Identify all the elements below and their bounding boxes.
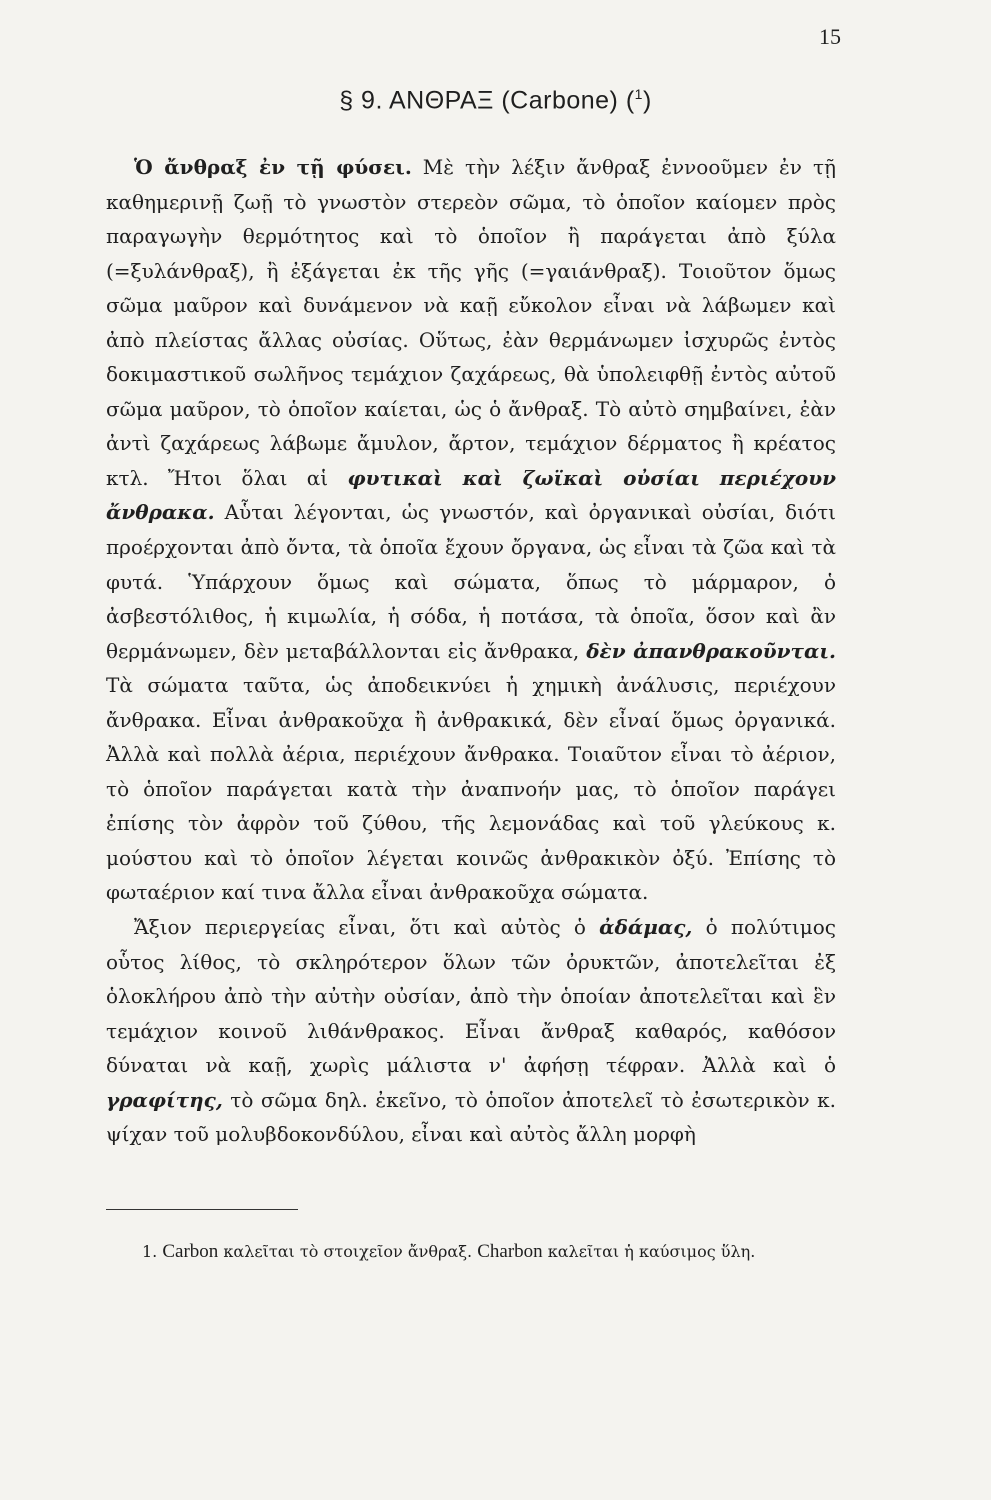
- paragraph-1: [106, 150, 836, 910]
- paragraph-2: [106, 910, 836, 1152]
- paragraph-2-text-c: τὸ σῶμα δηλ. ἐκεῖνο, τὸ ὁποῖον ἀποτελεῖ τὸ ἐσωτερικὸν κ. ψίχαν τοῦ μολυβδοκονδύλου, εἶναι καὶ αὐτὸς ἄλλη μορφὴ: [106, 1087, 836, 1147]
- paragraph-1-text-c: Τὰ σώματα ταῦτα, ὡς ἀποδεικνύει ἡ χημικὴ ἀνάλυσις, περιέχουν ἄνθρακα. Εἶναι ἀνθρακοῦχα ἢ ἀνθρακικά, δὲν εἶναί ὅμως ὀργανικά. Ἀλλὰ καὶ πολλὰ ἀέρια, περιέχουν ἄνθρακα. Τοιαῦτον εἶναι τὸ ἀέριον, τὸ ὁποῖον παράγεται κατὰ τὴν ἀναπνοήν μας, τὸ ὁποῖον παράγει ἐπίσης τὸν ἀφρὸν τοῦ ζύθου, τῆς λεμονάδας καὶ τοῦ γλεύκους κ. μούστου καὶ τὸ ὁποῖον λέγεται κοινῶς ἀνθρακικὸν ὀξύ. Ἐπίσης τὸ φωταέριον καί τινα ἄλλα εἶναι ἀνθρακοῦχα σώματα.: [106, 673, 836, 905]
- section-title-close: ): [642, 86, 652, 115]
- footnote-marker: 1.: [142, 1242, 158, 1261]
- footnote-text-1: καλεῖται τὸ στοιχεῖον ἄνθραξ.: [218, 1242, 478, 1261]
- body-text: [106, 150, 836, 1152]
- page-number: 15: [819, 24, 841, 49]
- footnote-reference[interactable]: 1: [634, 86, 643, 102]
- footnote-divider: [106, 1209, 298, 1210]
- paragraph-1-text-b: Αὗται λέγονται, ὡς γνωστόν, καὶ ὀργανικαὶ οὐσίαι, διότι προέρχονται ἀπὸ ὄντα, τὰ ὁποῖα ἔχουν ὄργανα, ὡς εἶναι τὰ ζῶα καὶ τὰ φυτά. Ὑπάρχουν ὅμως καὶ σώματα, ὅπως τὸ μάρμαρον, ὁ ἀσβεστόλιθος, ἡ κιμωλία, ἡ σόδα, ἡ ποτάσα, τὰ ὁποῖα, ὅσον καὶ ἂν θερμάνωμεν, δὲν μεταβάλλονται εἰς ἄνθρακα,: [106, 500, 836, 663]
- paragraph-2-text-a: Ἄξιον περιεργείας εἶναι, ὅτι καὶ αὐτὸς ὁ: [134, 915, 600, 940]
- footnote: [106, 1238, 836, 1266]
- emphasis-graphite: γραφίτης,: [106, 1087, 223, 1112]
- emphasis-organic-substances: φυτικαὶ καὶ ζωϊκαὶ οὐσίαι περιέχουν ἄνθρακα.: [106, 465, 836, 525]
- footnote-latin-charbon: Charbon: [477, 1241, 543, 1262]
- emphasis-not-carbonized: δὲν ἀπανθρακοῦνται.: [586, 638, 836, 663]
- inline-heading: Ὁ ἄνθραξ ἐν τῇ φύσει.: [134, 155, 412, 179]
- paragraph-2-text-b: ὁ πολύτιμος οὗτος λίθος, τὸ σκληρότερον ὅλων τῶν ὀρυκτῶν, ἀποτελεῖται ἐξ ὁλοκλήρου ἀπὸ τὴν αὐτὴν οὐσίαν, ἀπὸ τὴν ὁποίαν ἀποτελεῖται καὶ ἓν τεμάχιον κοινοῦ λιθάνθρακος. Εἶναι ἄνθραξ καθαρός, καθόσον δύναται νὰ καῇ, χωρὶς μάλιστα ν' ἀφήσῃ τέφραν. Ἀλλὰ καὶ ὁ: [106, 915, 836, 1078]
- section-title-text: § 9. ΑΝΘΡΑΞ (Carbone) (: [339, 86, 635, 115]
- footnote-latin-carbon: Carbon: [162, 1241, 219, 1262]
- emphasis-diamond: ἀδάμας,: [599, 915, 693, 940]
- footnote-text-2: καλεῖται ἡ καύσιμος ὕλη.: [542, 1242, 756, 1261]
- paragraph-1-text-a: Μὲ τὴν λέξιν ἄνθραξ ἐννοοῦμεν ἐν τῇ καθημερινῇ ζωῇ τὸ γνωστὸν στερεὸν σῶμα, τὸ ὁποῖον καίομεν πρὸς παραγωγὴν θερμότητος καὶ τὸ ὁποῖον ἢ παράγεται ἀπὸ ξύλα (=ξυλάνθραξ), ἢ ἐξάγεται ἐκ τῆς γῆς (=γαιάνθραξ). Τοιοῦτον ὅμως σῶμα μαῦρον καὶ δυνάμενον νὰ καῇ εὔκολον εἶναι νὰ λάβωμεν καὶ ἀπὸ πλείστας ἄλλας οὐσίας. Οὕτως, ἐὰν θερμάνωμεν ἰσχυρῶς ἐντὸς δοκιμαστικοῦ σωλῆνος τεμάχιον ζαχάρεως, θὰ ὑπολειφθῇ ἐντὸς αὐτοῦ σῶμα μαῦρον, τὸ ὁποῖον καίεται, ὡς ὁ ἄνθραξ. Τὸ αὐτὸ σημβαίνει, ἐὰν ἀντὶ ζαχάρεως λάβωμε ἄμυλον, ἄρτον, τεμάχιον δέρματος ἢ κρέατος κτλ. Ἤτοι ὅλαι αἱ: [106, 155, 836, 490]
- section-title: [0, 86, 991, 115]
